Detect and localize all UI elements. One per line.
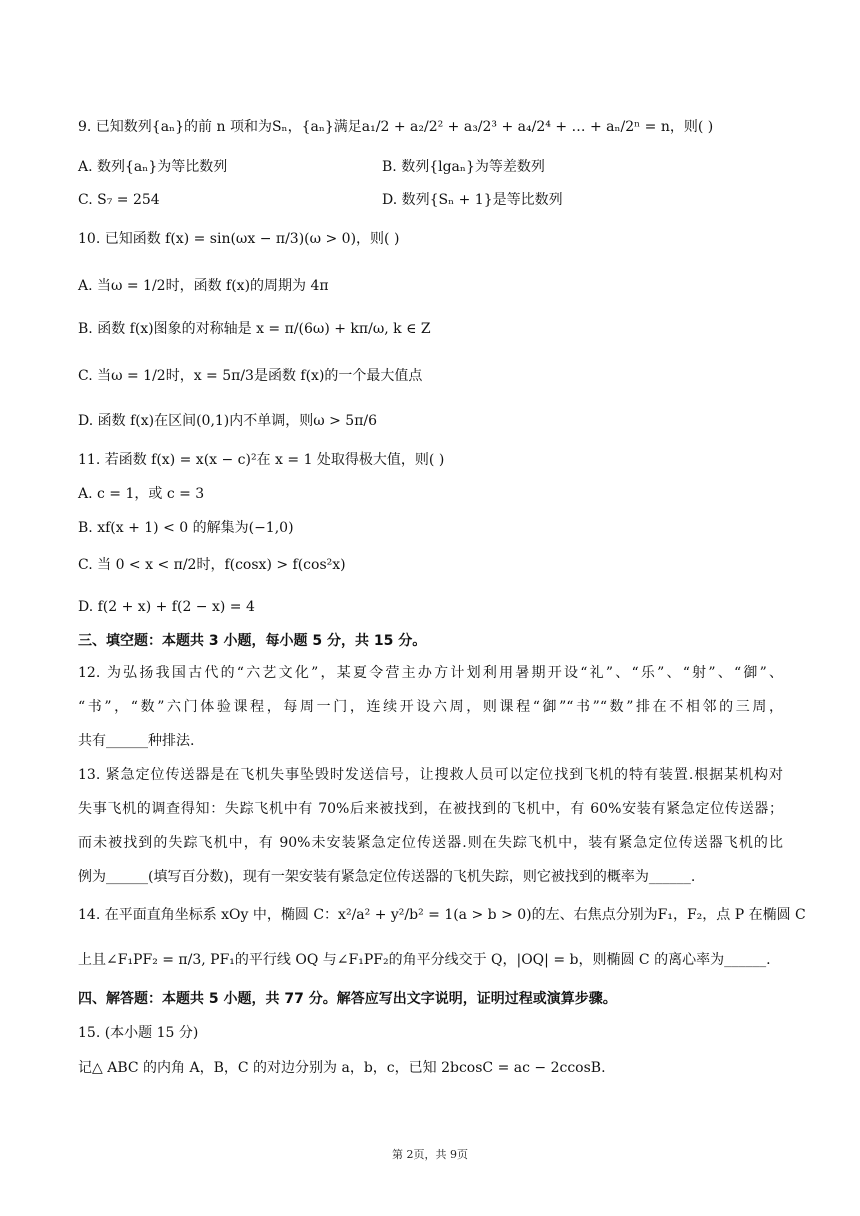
section-4-heading: 四、解答题：本题共 5 小题，共 77 分。解答应写出文字说明，证明过程或演算步骤。 bbox=[78, 991, 617, 1007]
q13-line-1: 13. 紧急定位传送器是在飞机失事坠毁时发送信号，让搜救人员可以定位找到飞机的特有装置.根据某机构对 bbox=[78, 767, 783, 783]
q10-option-c: C. 当ω = 1/2时，x = 5π/3是函数 f(x)的一个最大值点 bbox=[78, 368, 423, 384]
q13-line-3: 而未被找到的失踪飞机中，有 90%未安装紧急定位传送器.则在失踪飞机中，装有紧急定位传送器飞机的比 bbox=[78, 835, 783, 851]
q14-line-2: 上且∠F₁PF₂ = π/3, PF₁的平行线 OQ 与∠F₁PF₂的角平分线交于 Q，|OQ| = b，则椭圆 C 的离心率为______. bbox=[78, 952, 771, 968]
q10-option-d: D. 函数 f(x)在区间(0,1)内不单调，则ω > 5π/6 bbox=[78, 413, 378, 429]
q9-option-b: B. 数列{lgaₙ}为等差数列 bbox=[382, 159, 545, 175]
q11-option-a: A. c = 1，或 c = 3 bbox=[78, 486, 205, 502]
q11-option-d: D. f(2 + x) + f(2 − x) = 4 bbox=[78, 599, 255, 615]
q13-line-4: 例为______(填写百分数)，现有一架安装有紧急定位传送器的飞机失踪，则它被找到的概率为______. bbox=[78, 869, 696, 885]
section-3-heading: 三、填空题：本题共 3 小题，每小题 5 分，共 15 分。 bbox=[78, 633, 427, 649]
q9-option-d: D. 数列{Sₙ + 1}是等比数列 bbox=[382, 192, 563, 208]
q15-title: 15. (本小题 15 分) bbox=[78, 1025, 199, 1041]
q9-option-a: A. 数列{aₙ}为等比数列 bbox=[78, 159, 228, 175]
q12-line-2: “书”，“数”六门体验课程，每周一门，连续开设六周，则课程“御”“书”“数”排在不相邻的三周， bbox=[78, 699, 783, 715]
q9-option-c: C. S₇ = 254 bbox=[78, 192, 160, 208]
q13-line-2: 失事飞机的调查得知：失踪飞机中有 70%后来被找到，在被找到的飞机中，有 60%安装有紧急定位传送器； bbox=[78, 801, 783, 817]
q10-stem: 10. 已知函数 f(x) = sin(ωx − π/3)(ω > 0)，则( ) bbox=[78, 231, 400, 247]
q11-option-c: C. 当 0 < x < π/2时，f(cosx) > f(cos²x) bbox=[78, 557, 346, 573]
q10-option-b: B. 函数 f(x)图象的对称轴是 x = π/(6ω) + kπ/ω, k ∈ Z bbox=[78, 321, 431, 337]
q9-stem: 9. 已知数列{aₙ}的前 n 项和为Sₙ，{aₙ}满足a₁/2 + a₂/2² + a₃/2³ + a₄/2⁴ + … + aₙ/2ⁿ = n，则( ) bbox=[78, 119, 714, 135]
q14-line-1: 14. 在平面直角坐标系 xOy 中，椭圆 C：x²/a² + y²/b² = 1(a > b > 0)的左、右焦点分别为F₁，F₂，点 P 在椭圆 C bbox=[78, 907, 806, 923]
q11-option-b: B. xf(x + 1) < 0 的解集为(−1,0) bbox=[78, 520, 294, 536]
q10-option-a: A. 当ω = 1/2时，函数 f(x)的周期为 4π bbox=[78, 278, 329, 294]
q15-line-1: 记△ ABC 的内角 A，B，C 的对边分别为 a，b，c，已知 2bcosC = ac − 2ccosB. bbox=[78, 1060, 606, 1076]
q11-stem: 11. 若函数 f(x) = x(x − c)²在 x = 1 处取得极大值，则( ) bbox=[78, 452, 445, 468]
q12-line-3: 共有______种排法. bbox=[78, 733, 195, 749]
q12-line-1: 12. 为弘扬我国古代的“六艺文化”，某夏令营主办方计划利用暑期开设“礼”、“乐”、“射”、“御”、 bbox=[78, 665, 783, 681]
page-footer: 第 2页，共 9页 bbox=[392, 1148, 468, 1161]
